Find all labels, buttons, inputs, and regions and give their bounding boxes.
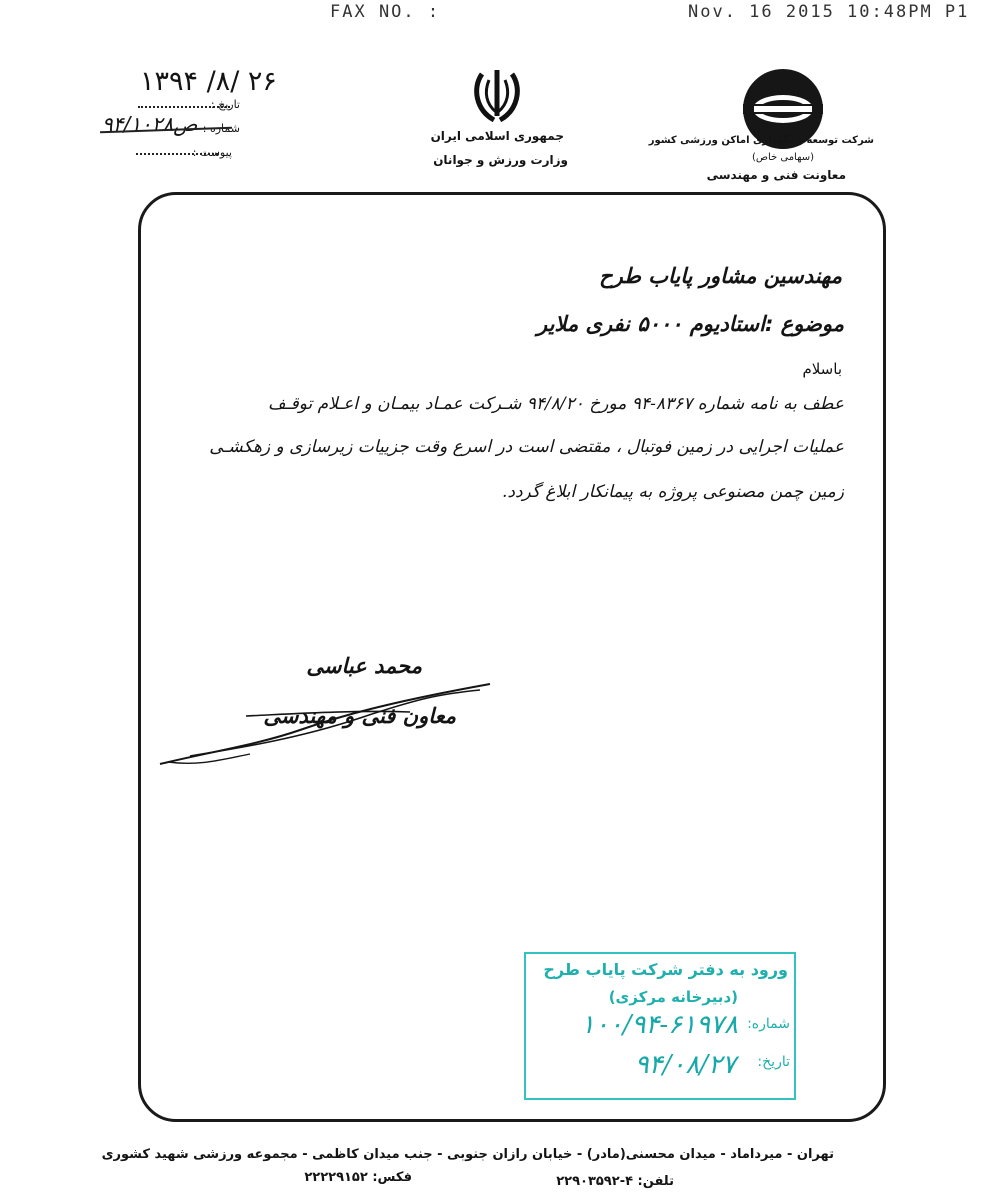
footer-fax: فکس: ۲۲۲۲۹۱۵۲: [304, 1170, 412, 1185]
attachment-dotted-line: [136, 153, 218, 155]
letter-body-line-2: عملیات اجرایی در زمین فوتبال ، مقتضی است در اسرع وقت جزییات زیرسازی و زهکشـی: [209, 437, 844, 457]
letter-addressee: مهندسین مشاور پایاب طرح: [599, 264, 842, 288]
stamp-number-label: شماره:: [747, 1016, 790, 1032]
ministry-name: وزارت ورزش و جوانان: [433, 153, 568, 167]
stamp-date-label: تاریخ:: [757, 1054, 790, 1070]
footer-address: تهران - میرداماد - میدان محسنی(مادر) - خیابان رازان جنوبی - جنب میدان کاظمی - مجموعه ورزشی شهید کشوری: [101, 1147, 834, 1162]
date-dotted-line: [138, 106, 230, 108]
letter-greeting: باسلام: [802, 360, 842, 378]
letter-date-value: ۱۳۹۴ /۸/ ۲۶: [140, 66, 277, 97]
signer-title: معاون فنی و مهندسی: [263, 704, 456, 728]
letter-subject: موضوع :استادیوم ۵۰۰۰ نفری ملایر: [537, 312, 844, 336]
attachment-label: پیوست :: [192, 146, 232, 159]
org-department: معاونت فنی و مهندسی: [706, 168, 846, 182]
stamp-number-value: ۱۰۰/۹۴-۶۱۹۷۸: [580, 1010, 738, 1040]
iran-emblem-icon: [472, 66, 522, 124]
letter-number-label: شماره :: [202, 122, 240, 135]
letter-body-line-3: زمین چمن مصنوعی پروژه به پیمانکار ابلاغ گردد.: [502, 482, 844, 502]
letter-date-label: تاریخ :: [210, 98, 240, 111]
signer-name: محمد عباسی: [306, 654, 422, 678]
handwritten-signature: [150, 672, 510, 776]
letter-number-value: ۹۴/۱۰۲۸ص: [102, 112, 198, 136]
org-name: شرکت توسعه و نگهداری اماکن ورزشی کشور: [648, 135, 874, 146]
letter-body-line-1: عطف به نامه شماره ۸۳۶۷-۹۴ مورخ ۹۴/۸/۲۰ شـرکت عمـاد بیمـان و اعـلام توقـف: [268, 394, 844, 414]
org-type: (سهامی خاص): [751, 152, 814, 163]
stamp-secretariat-line: (دبیرخانه مرکزی): [608, 988, 738, 1006]
stamp-office-line: ورود به دفتر شرکت پایاب طرح: [543, 960, 788, 979]
footer-phone: تلفن: ۴-۲۲۹۰۳۵۹۲: [556, 1174, 674, 1189]
stamp-date-value: ۹۴/۰۸/۲۷: [634, 1050, 736, 1080]
fax-timestamp: Nov. 16 2015 10:48PM P1: [688, 2, 970, 22]
fax-number-label: FAX NO. :: [330, 2, 441, 22]
republic-name: جمهوری اسلامی ایران: [430, 129, 564, 143]
receipt-stamp: [524, 952, 796, 1100]
